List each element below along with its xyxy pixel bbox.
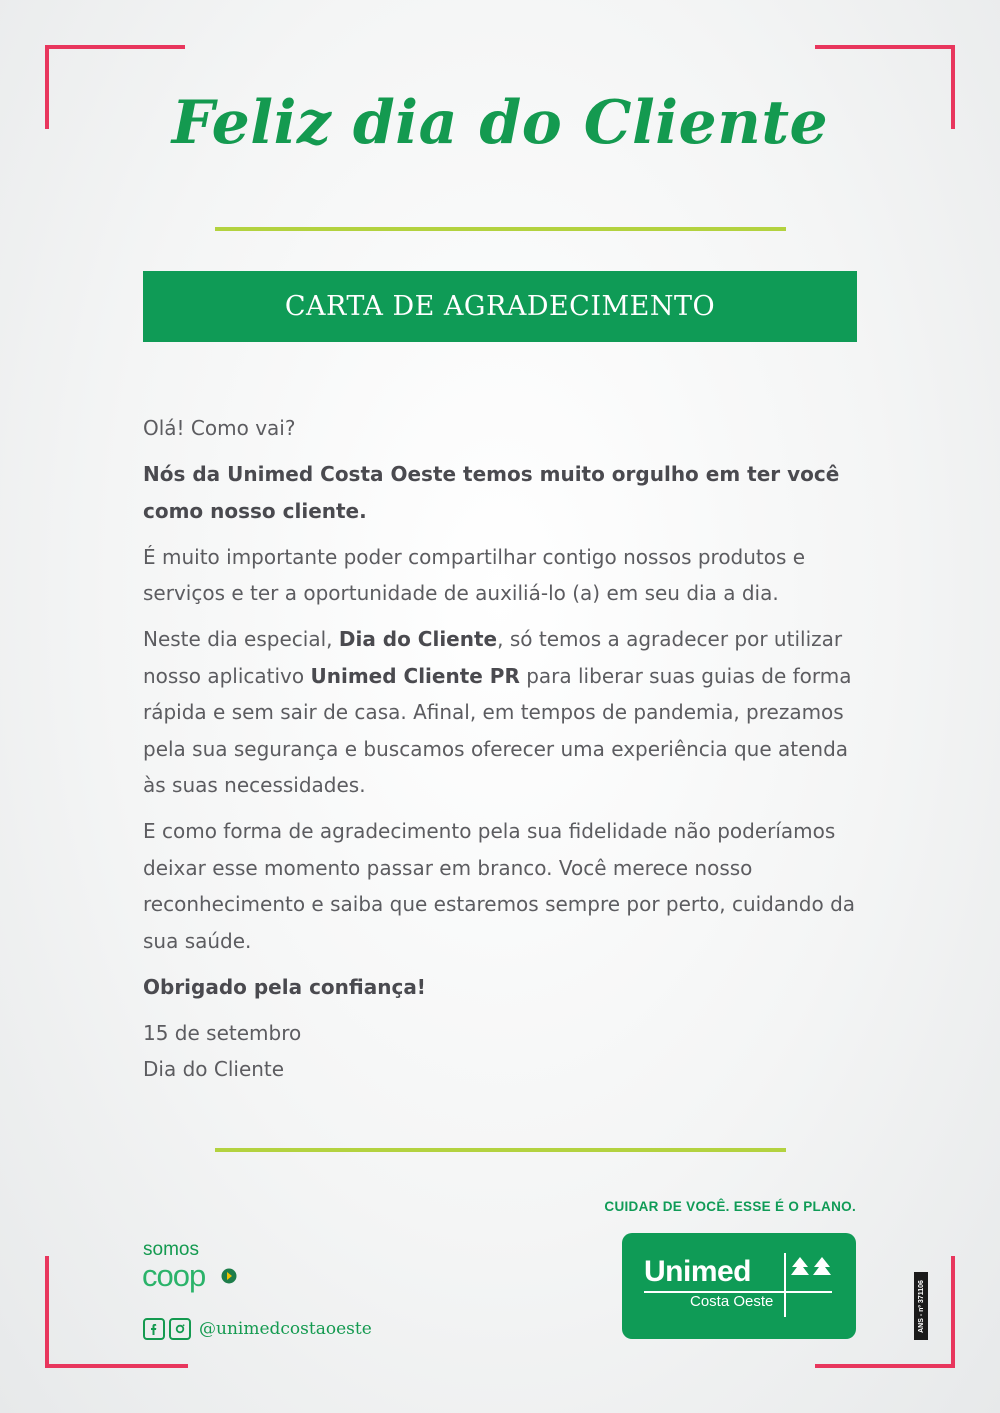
divider-top [215, 227, 786, 231]
logo-divider-vertical [784, 1253, 786, 1317]
facebook-icon[interactable] [143, 1318, 165, 1340]
divider-bottom [215, 1148, 786, 1152]
instagram-icon[interactable] [169, 1318, 191, 1340]
highlight-app-name: Unimed Cliente PR [310, 663, 520, 688]
letter-greeting: Olá! Como vai? [143, 416, 296, 440]
letter-paragraph-3: Neste dia especial, Dia do Cliente, só temos a agradecer por utilizar nosso aplicativo Unimed Cliente PR para liberar suas guias de forma rápida e sem sair de casa. Afinal, em tempos de pandemia, prezamos pela sua segurança e buscamos oferecer uma experiência que atenda às suas necessidades. [143, 627, 852, 797]
coop-label: coop [142, 1258, 206, 1293]
somos-label: somos [143, 1239, 199, 1260]
brand-slogan: CUIDAR DE VOCÊ. ESSE É O PLANO. [604, 1199, 856, 1214]
unimed-logo-name: Unimed [644, 1255, 752, 1288]
letter-paragraph-2: É muito importante poder compartilhar contigo nossos produtos e serviços e ter a oportunidade de auxiliá-lo (a) em seu dia a dia. [143, 544, 806, 605]
ans-registration: ANS - nº 371106 [914, 1272, 928, 1340]
letter-sign: Dia do Cliente [143, 1057, 285, 1081]
unimed-logo [622, 1233, 856, 1339]
letter-signature [143, 1015, 863, 1088]
letter-body [143, 410, 863, 1097]
coop-arrow-icon [221, 1268, 237, 1284]
page-title: Feliz dia do Cliente [171, 88, 829, 158]
social-handle[interactable]: @unimedcostaoeste [199, 1319, 372, 1339]
letter-banner [143, 271, 857, 342]
highlight-dia-do-cliente: Dia do Cliente [338, 627, 498, 651]
letter-thanks: Obrigado pela confiança! [143, 974, 426, 999]
social-links [143, 1318, 372, 1340]
letter-date: 15 de setembro [143, 1020, 302, 1045]
unimed-tree-icon [790, 1255, 832, 1287]
letter-paragraph-4: E como forma de agradecimento pela sua fidelidade não poderíamos deixar esse momento passar em branco. Você merece nosso reconhecimento e saiba que estaremos sempre por perto, cuidando da sua saúde. [143, 819, 856, 953]
banner-label: CARTA DE AGRADECIMENTO [284, 291, 716, 322]
letter-paragraph-1: Nós da Unimed Costa Oeste temos muito orgulho em ter você como nosso cliente. [143, 462, 840, 523]
unimed-logo-subtitle: Costa Oeste [690, 1293, 774, 1310]
